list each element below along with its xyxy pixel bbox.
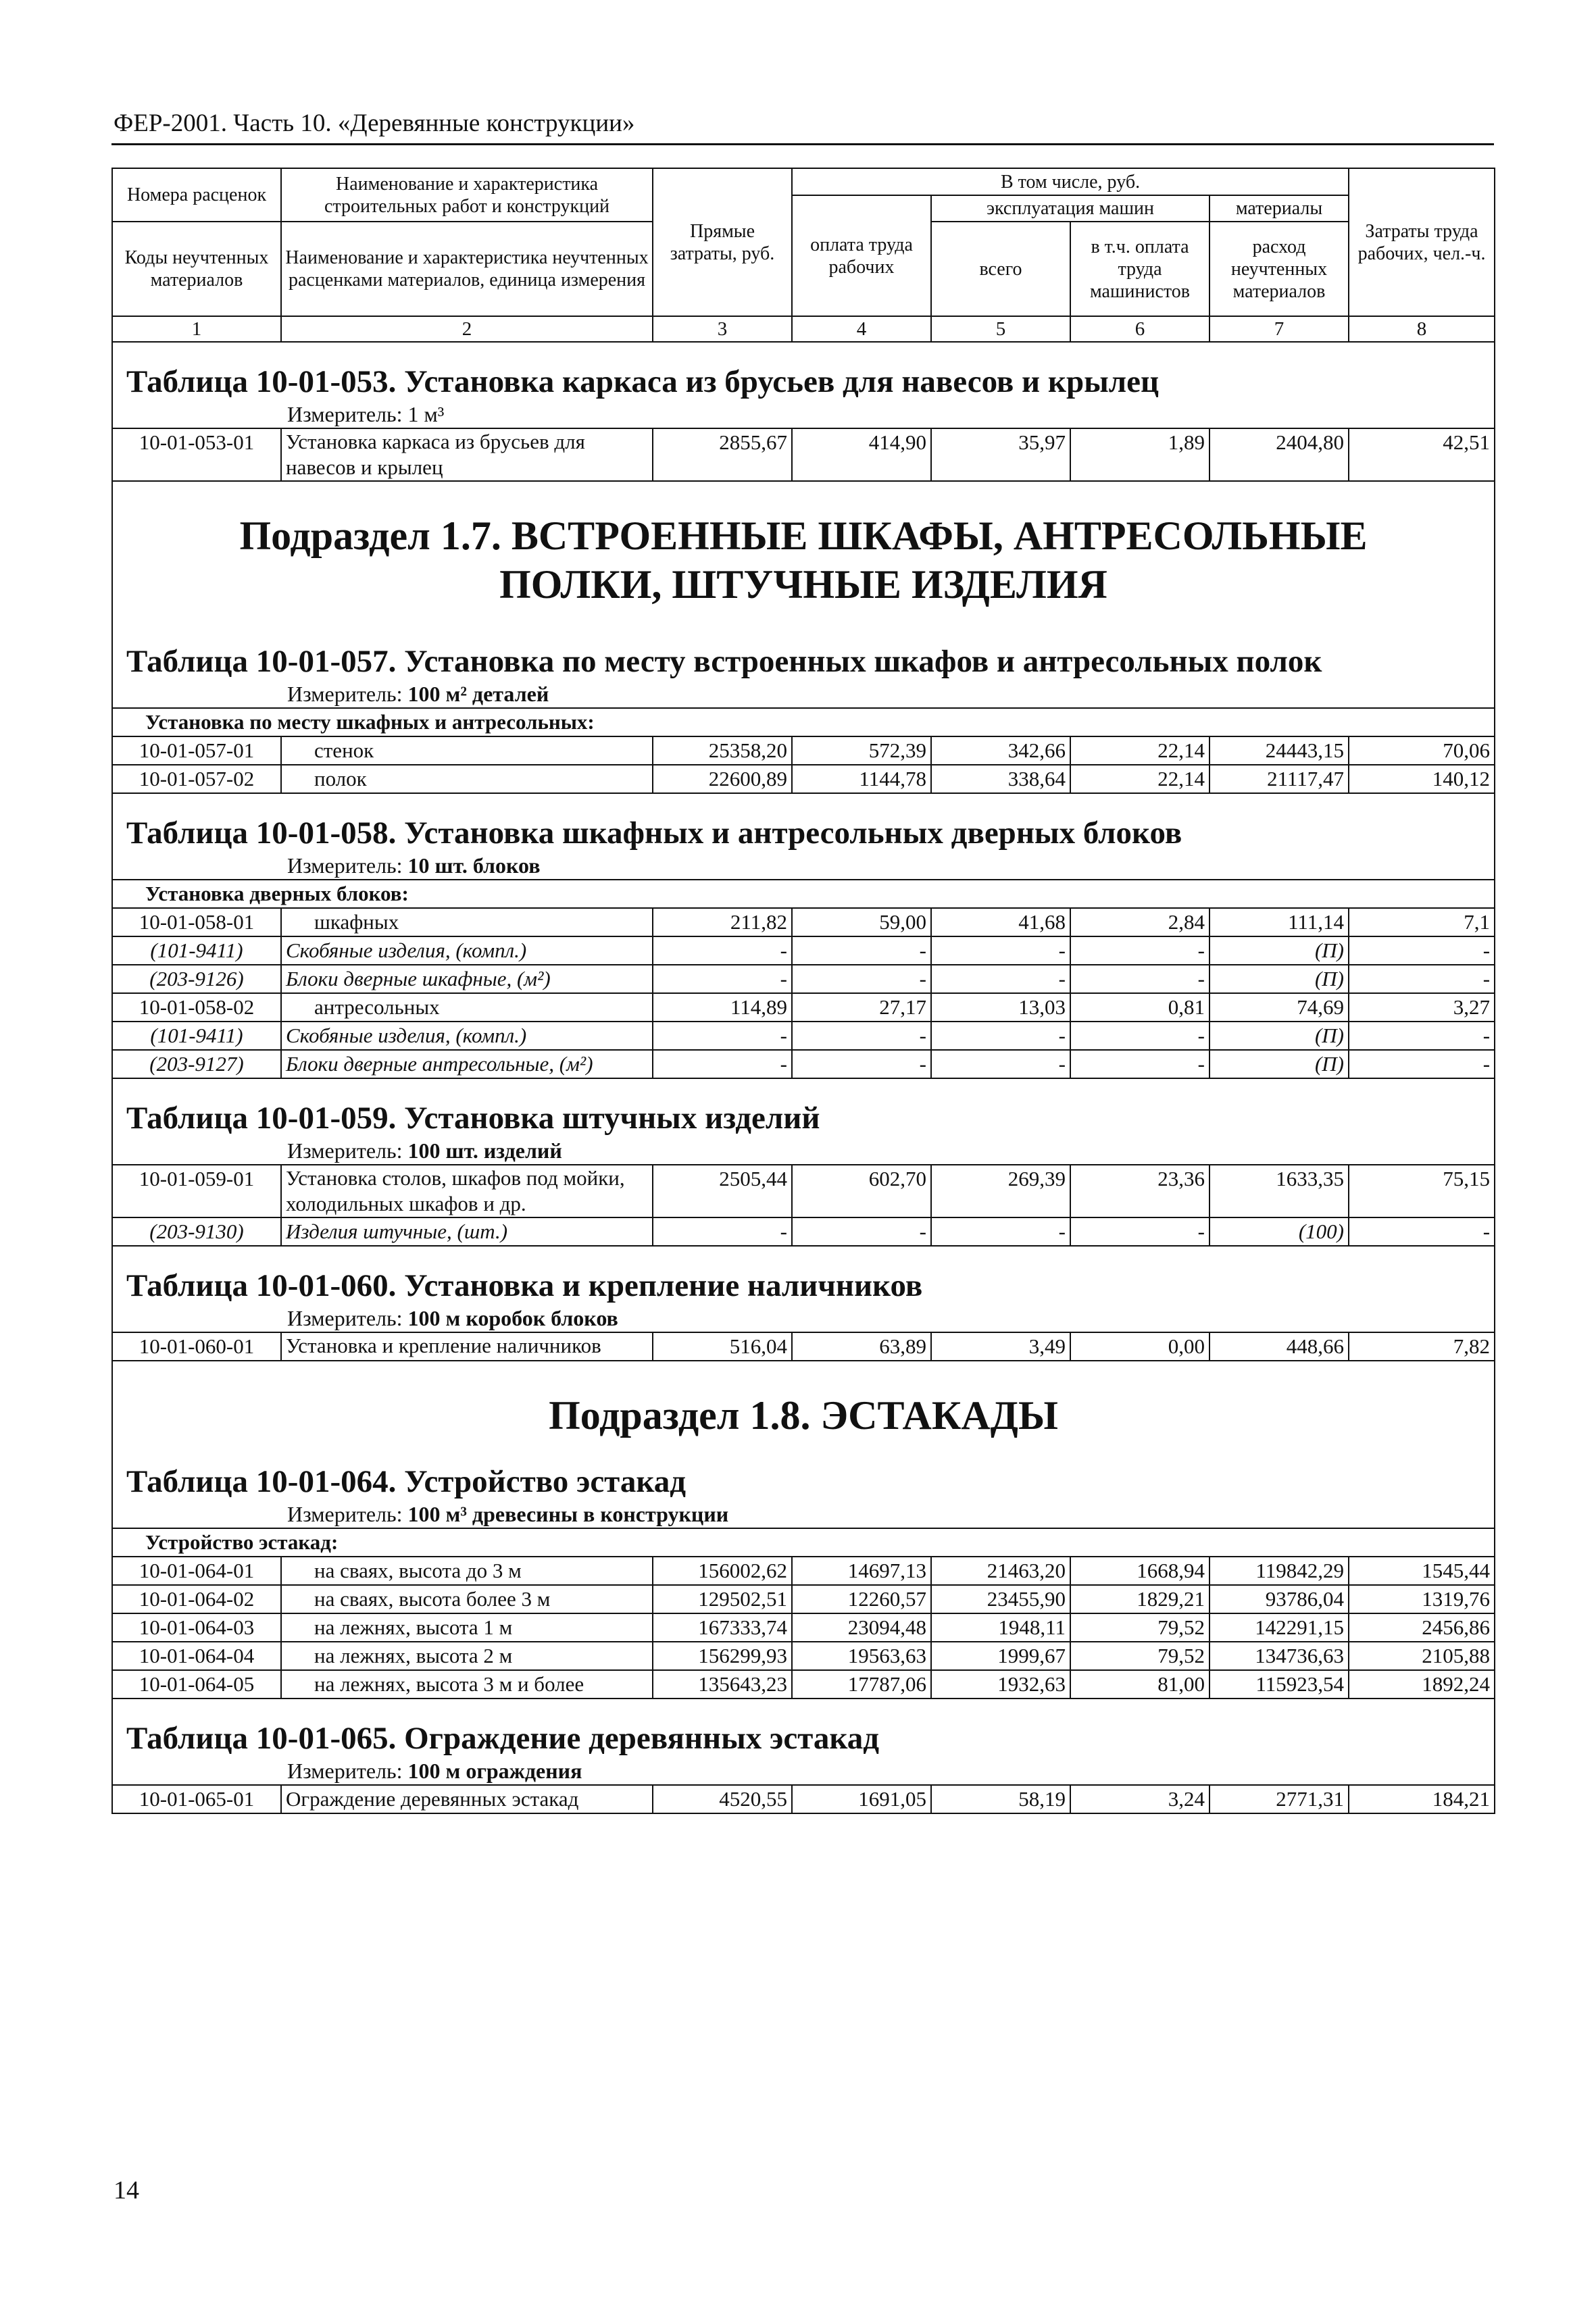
col-number: 3 [653, 316, 792, 342]
labor-pay: 1691,05 [792, 1785, 931, 1813]
labor-costs: - [1349, 1022, 1495, 1050]
labor-costs: 1892,24 [1349, 1670, 1495, 1699]
material-row [112, 1217, 1495, 1246]
hdr-machines-operators: в т.ч. оплата труда машинистов [1070, 222, 1210, 316]
table-row [112, 1785, 1495, 1813]
rate-code: 10-01-064-01 [112, 1557, 281, 1585]
work-name: стенок [281, 736, 653, 765]
rate-code: 10-01-053-01 [112, 428, 281, 481]
material-code: (203-9126) [112, 965, 281, 993]
table-title: Таблица 10-01-053. Установка каркаса из брусьев для навесов и крылец [126, 364, 1159, 399]
materials: 74,69 [1210, 993, 1349, 1022]
machines-operators: 81,00 [1070, 1670, 1210, 1699]
material-code: (203-9127) [112, 1050, 281, 1078]
labor-costs: 7,82 [1349, 1332, 1495, 1361]
work-name: на сваях, высота до 3 м [281, 1557, 653, 1585]
labor-costs: 70,06 [1349, 736, 1495, 765]
unit-line [126, 852, 1480, 879]
unit-label: Измеритель: [287, 1759, 408, 1783]
labor-costs: - [1349, 1050, 1495, 1078]
machines-total: - [931, 1022, 1070, 1050]
work-name: на лежнях, высота 2 м [281, 1642, 653, 1670]
labor-pay: 23094,48 [792, 1613, 931, 1642]
hdr-labor-costs: Затраты труда рабочих, чел.-ч. [1349, 168, 1495, 316]
table-10-01-058 [112, 793, 1495, 1078]
materials: 142291,15 [1210, 1613, 1349, 1642]
materials: 24443,15 [1210, 736, 1349, 765]
hdr-including: В том числе, руб. [792, 168, 1349, 195]
labor-pay: 414,90 [792, 428, 931, 481]
hdr-rate-number: Номера расценок [112, 168, 281, 222]
machines-total: 21463,20 [931, 1557, 1070, 1585]
direct-costs: - [653, 1050, 792, 1078]
work-name: Установка столов, шкафов под мойки, холодильных шкафов и др. [281, 1165, 653, 1217]
hdr-machines-total: всего [931, 222, 1070, 316]
materials: 21117,47 [1210, 765, 1349, 793]
header-rule [111, 143, 1494, 145]
rate-code: 10-01-064-05 [112, 1670, 281, 1699]
work-name: Установка каркаса из брусьев для навесов и крылец [281, 428, 653, 481]
materials: 448,66 [1210, 1332, 1349, 1361]
unit-label: Измеритель: [287, 682, 408, 706]
unit-label: Измеритель: [287, 1502, 408, 1526]
unit-line [126, 1501, 1480, 1528]
machines-total: - [931, 936, 1070, 965]
labor-pay: - [792, 1050, 931, 1078]
unit-line [126, 1137, 1480, 1164]
work-name: на сваях, высота более 3 м [281, 1585, 653, 1613]
rate-code: 10-01-064-04 [112, 1642, 281, 1670]
col-number: 6 [1070, 316, 1210, 342]
materials: 1633,35 [1210, 1165, 1349, 1217]
unit-value: 100 м ограждения [407, 1759, 582, 1783]
material-code: (101-9411) [112, 936, 281, 965]
rate-code: 10-01-064-03 [112, 1613, 281, 1642]
table-row [112, 1642, 1495, 1670]
machines-operators: 1,89 [1070, 428, 1210, 481]
material-name: Скобяные изделия, (компл.) [281, 936, 653, 965]
work-name: шкафных [281, 908, 653, 936]
direct-costs: 156299,93 [653, 1642, 792, 1670]
labor-pay: - [792, 1022, 931, 1050]
rate-code: 10-01-064-02 [112, 1585, 281, 1613]
work-name: на лежнях, высота 3 м и более [281, 1670, 653, 1699]
machines-total: 1999,67 [931, 1642, 1070, 1670]
machines-operators: - [1070, 1022, 1210, 1050]
direct-costs: 135643,23 [653, 1670, 792, 1699]
unit-line [126, 1305, 1480, 1332]
materials: (100) [1210, 1217, 1349, 1246]
unit-value: 100 м коробок блоков [407, 1306, 618, 1330]
machines-operators: 3,24 [1070, 1785, 1210, 1813]
hdr-work-name: Наименование и характеристика строительных работ и конструкций [281, 168, 653, 222]
labor-costs: 184,21 [1349, 1785, 1495, 1813]
machines-operators: 2,84 [1070, 908, 1210, 936]
machines-operators: 79,52 [1070, 1613, 1210, 1642]
direct-costs: 156002,62 [653, 1557, 792, 1585]
material-name: Скобяные изделия, (компл.) [281, 1022, 653, 1050]
col-number: 4 [792, 316, 931, 342]
table-title: Таблица 10-01-065. Ограждение деревянных эстакад [126, 1721, 880, 1756]
machines-total: 1948,11 [931, 1613, 1070, 1642]
unit-value: 100 м² деталей [407, 682, 549, 706]
labor-costs: 1545,44 [1349, 1557, 1495, 1585]
table-row [112, 1557, 1495, 1585]
labor-costs: 140,12 [1349, 765, 1495, 793]
material-row [112, 936, 1495, 965]
work-name: Установка и крепление наличников [281, 1332, 653, 1361]
table-10-01-060 [112, 1246, 1495, 1361]
labor-costs: 7,1 [1349, 908, 1495, 936]
hdr-machines: эксплуатация машин [931, 195, 1210, 222]
table-10-01-053 [112, 342, 1495, 481]
labor-pay: 63,89 [792, 1332, 931, 1361]
materials: 115923,54 [1210, 1670, 1349, 1699]
work-name: полок [281, 765, 653, 793]
machines-total: 13,03 [931, 993, 1070, 1022]
rate-code: 10-01-058-01 [112, 908, 281, 936]
material-row [112, 1050, 1495, 1078]
group-label: Установка по месту шкафных и антресольных: [112, 708, 1495, 736]
machines-operators: 79,52 [1070, 1642, 1210, 1670]
machines-operators: 22,14 [1070, 765, 1210, 793]
machines-total: 23455,90 [931, 1585, 1070, 1613]
labor-costs: 2456,86 [1349, 1613, 1495, 1642]
machines-total: - [931, 965, 1070, 993]
page-number: 14 [114, 2176, 139, 2205]
machines-operators: 1829,21 [1070, 1585, 1210, 1613]
col-number: 1 [112, 316, 281, 342]
direct-costs: 516,04 [653, 1332, 792, 1361]
unit-label: Измеритель: [287, 1138, 408, 1163]
table-row [112, 1585, 1495, 1613]
direct-costs: 2505,44 [653, 1165, 792, 1217]
unit-value: 100 шт. изделий [407, 1138, 562, 1163]
labor-pay: - [792, 965, 931, 993]
machines-total: 41,68 [931, 908, 1070, 936]
hdr-materials: материалы [1210, 195, 1349, 222]
direct-costs: 2855,67 [653, 428, 792, 481]
hdr-direct-costs: Прямые затраты, руб. [653, 168, 792, 316]
unit-value: 100 м³ древесины в конструкции [407, 1502, 729, 1526]
table-row [112, 1613, 1495, 1642]
col-number: 8 [1349, 316, 1495, 342]
labor-pay: - [792, 936, 931, 965]
table-10-01-057 [112, 643, 1495, 793]
hdr-material-codes: Коды неучтенных материалов [112, 222, 281, 316]
labor-costs: - [1349, 936, 1495, 965]
machines-total: 338,64 [931, 765, 1070, 793]
direct-costs: 114,89 [653, 993, 792, 1022]
labor-costs: - [1349, 1217, 1495, 1246]
table-row [112, 765, 1495, 793]
materials: 93786,04 [1210, 1585, 1349, 1613]
material-row [112, 965, 1495, 993]
hdr-material-names: Наименование и характеристика неучтенных расценками материалов, единица измерения [281, 222, 653, 316]
labor-pay: 59,00 [792, 908, 931, 936]
direct-costs: 129502,51 [653, 1585, 792, 1613]
table-title: Таблица 10-01-057. Установка по месту встроенных шкафов и антресольных полок [126, 644, 1322, 679]
hdr-materials-unaccounted: расход неучтенных материалов [1210, 222, 1349, 316]
labor-pay: 572,39 [792, 736, 931, 765]
group-label: Устройство эстакад: [112, 1528, 1495, 1557]
labor-costs: - [1349, 965, 1495, 993]
labor-costs: 2105,88 [1349, 1642, 1495, 1670]
work-name: Ограждение деревянных эстакад [281, 1785, 653, 1813]
materials: 111,14 [1210, 908, 1349, 936]
machines-total: - [931, 1050, 1070, 1078]
machines-operators: 23,36 [1070, 1165, 1210, 1217]
machines-total: 1932,63 [931, 1670, 1070, 1699]
machines-operators: - [1070, 936, 1210, 965]
hdr-labor-pay: оплата труда рабочих [792, 195, 931, 316]
machines-total: 342,66 [931, 736, 1070, 765]
materials: (П) [1210, 965, 1349, 993]
machines-operators: 1668,94 [1070, 1557, 1210, 1585]
price-table [111, 168, 1495, 1814]
labor-pay: 14697,13 [792, 1557, 931, 1585]
table-row [112, 993, 1495, 1022]
labor-costs: 75,15 [1349, 1165, 1495, 1217]
direct-costs: 22600,89 [653, 765, 792, 793]
machines-total: 35,97 [931, 428, 1070, 481]
table-title: Таблица 10-01-064. Устройство эстакад [126, 1464, 686, 1499]
direct-costs: - [653, 1217, 792, 1246]
subsection-title: Подраздел 1.8. ЭСТАКАДЫ [549, 1393, 1058, 1438]
machines-total: - [931, 1217, 1070, 1246]
rate-code: 10-01-058-02 [112, 993, 281, 1022]
work-name: на лежнях, высота 1 м [281, 1613, 653, 1642]
labor-pay: - [792, 1217, 931, 1246]
labor-costs: 3,27 [1349, 993, 1495, 1022]
table-title: Таблица 10-01-060. Установка и крепление наличников [126, 1268, 923, 1303]
materials: 119842,29 [1210, 1557, 1349, 1585]
machines-operators: 0,00 [1070, 1332, 1210, 1361]
materials: (П) [1210, 1022, 1349, 1050]
subsection-title: Подраздел 1.7. ВСТРОЕННЫЕ ШКАФЫ, АНТРЕСОЛЬНЫЕ ПОЛКИ, ШТУЧНЫЕ ИЗДЕЛИЯ [239, 513, 1368, 607]
material-code: (101-9411) [112, 1022, 281, 1050]
table-10-01-064 [112, 1463, 1495, 1699]
direct-costs: 211,82 [653, 908, 792, 936]
table-title: Таблица 10-01-058. Установка шкафных и антресольных дверных блоков [126, 815, 1182, 851]
table-10-01-065 [112, 1699, 1495, 1813]
material-name: Блоки дверные шкафные, (м²) [281, 965, 653, 993]
table-row [112, 1332, 1495, 1361]
rate-code: 10-01-057-01 [112, 736, 281, 765]
materials: 134736,63 [1210, 1642, 1349, 1670]
direct-costs: 25358,20 [653, 736, 792, 765]
labor-costs: 42,51 [1349, 428, 1495, 481]
labor-pay: 1144,78 [792, 765, 931, 793]
direct-costs: - [653, 965, 792, 993]
materials: (П) [1210, 1050, 1349, 1078]
unit-line [126, 680, 1480, 707]
machines-total: 58,19 [931, 1785, 1070, 1813]
table-row [112, 736, 1495, 765]
labor-pay: 17787,06 [792, 1670, 931, 1699]
table-row [112, 1670, 1495, 1699]
table-title: Таблица 10-01-059. Установка штучных изделий [126, 1101, 820, 1136]
machines-operators: 0,81 [1070, 993, 1210, 1022]
direct-costs: 167333,74 [653, 1613, 792, 1642]
rate-code: 10-01-065-01 [112, 1785, 281, 1813]
subsection-1-8 [112, 1361, 1495, 1463]
subsection-1-7 [112, 481, 1495, 643]
machines-operators: - [1070, 1217, 1210, 1246]
machines-operators: - [1070, 1050, 1210, 1078]
materials: (П) [1210, 936, 1349, 965]
material-name: Блоки дверные антресольные, (м²) [281, 1050, 653, 1078]
labor-pay: 12260,57 [792, 1585, 931, 1613]
machines-total: 3,49 [931, 1332, 1070, 1361]
material-row [112, 1022, 1495, 1050]
direct-costs: 4520,55 [653, 1785, 792, 1813]
unit-line: Измеритель: 1 м³ [287, 402, 445, 426]
col-number: 5 [931, 316, 1070, 342]
machines-operators: 22,14 [1070, 736, 1210, 765]
rate-code: 10-01-060-01 [112, 1332, 281, 1361]
labor-costs: 1319,76 [1349, 1585, 1495, 1613]
col-number: 7 [1210, 316, 1349, 342]
direct-costs: - [653, 1022, 792, 1050]
materials: 2404,80 [1210, 428, 1349, 481]
column-header [112, 168, 1495, 342]
table-row [112, 908, 1495, 936]
col-number: 2 [281, 316, 653, 342]
running-head: ФЕР-2001. Часть 10. «Деревянные конструкции» [114, 109, 635, 137]
direct-costs: - [653, 936, 792, 965]
group-label: Установка дверных блоков: [112, 880, 1495, 908]
material-code: (203-9130) [112, 1217, 281, 1246]
unit-value: 10 шт. блоков [407, 853, 541, 878]
labor-pay: 602,70 [792, 1165, 931, 1217]
material-name: Изделия штучные, (шт.) [281, 1217, 653, 1246]
rate-code: 10-01-059-01 [112, 1165, 281, 1217]
materials: 2771,31 [1210, 1785, 1349, 1813]
unit-label: Измеритель: [287, 1306, 408, 1330]
unit-label: Измеритель: [287, 853, 408, 878]
table-row [112, 428, 1495, 481]
machines-total: 269,39 [931, 1165, 1070, 1217]
unit-line [126, 1757, 1480, 1784]
labor-pay: 27,17 [792, 993, 931, 1022]
labor-pay: 19563,63 [792, 1642, 931, 1670]
rate-code: 10-01-057-02 [112, 765, 281, 793]
table-10-01-059 [112, 1078, 1495, 1246]
work-name: антресольных [281, 993, 653, 1022]
machines-operators: - [1070, 965, 1210, 993]
table-row [112, 1165, 1495, 1217]
